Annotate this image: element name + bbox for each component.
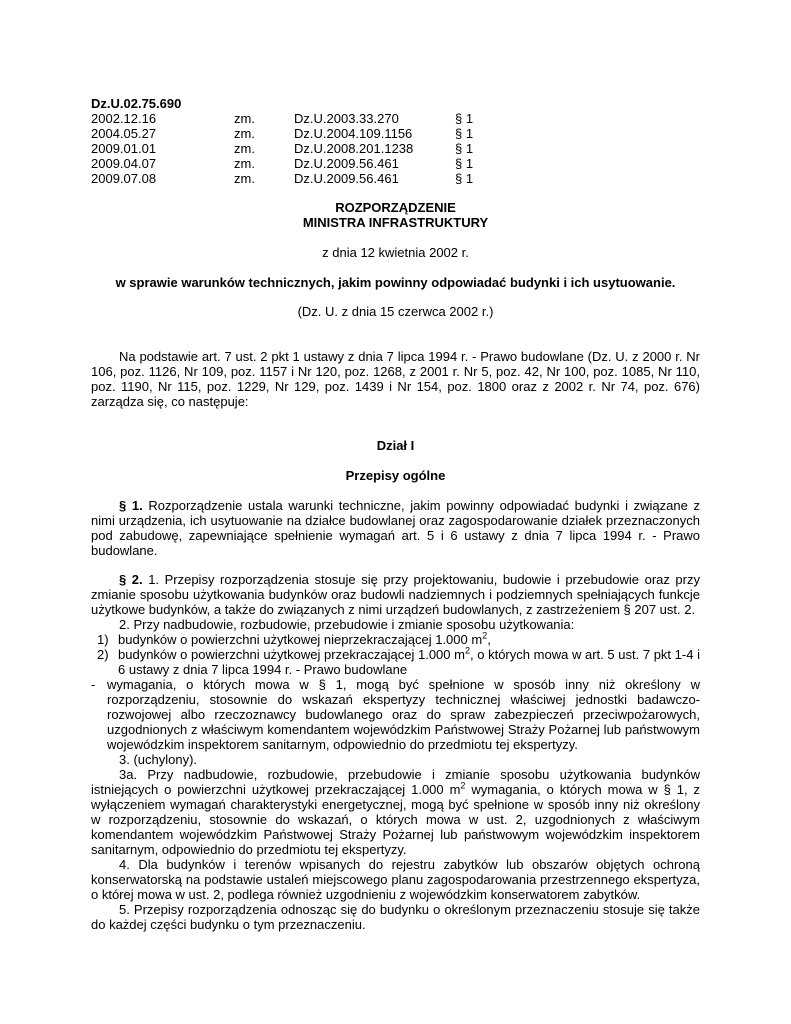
list-item-number: 2) [97,647,109,662]
list-item-text: budynków o powierzchni użytkowej nieprzekraczającej 1.000 m [118,632,483,647]
amendment-date: 2009.04.07 [91,156,157,171]
division-heading: Przepisy ogólne [345,468,446,483]
list-item-end: , [487,632,491,647]
paragraph-2-ust-4: 4. Dla budynków i terenów wpisanych do rejestru zabytków lub obszarów objętych ochroną konserwatorską na podstawie ustaleń miejscowego planu zagospodarowania przestrzennego ekspertyza, o której mowa w ust. 2, podlega również uzgodnieniu z wojewódzkim konserwatorem zabytków. [91,857,700,902]
dash-item [91,677,700,752]
list-item [91,647,700,677]
amendment-type: zm. [234,171,255,186]
paragraph-2-ust-3a [91,767,700,857]
paragraph-2-ust-3: 3. (uchylony). [119,752,198,767]
dash-marker: - [91,677,96,692]
dash-item-text: wymagania, o których mowa w § 1, mogą być spełnione w sposób inny niż określony w rozporządzeniu, stosownie do wskazań ekspertyzy technicznej właściwej jednostki badawczo-rozwojowej albo rzeczoznawcy budowlanego oraz do spraw zabezpieczeń przeciwpożarowych, uzgodnionych z właściwym komendantem wojewódzkim Państwowej Straży Pożarnej lub państwowym wojewódzkim inspektorem sanitarnym, odpowiednio do przedmiotu tej ekspertyzy. [107,677,700,752]
amendment-row [91,171,700,186]
list-item-number: 1) [97,632,109,647]
amendment-ref: Dz.U.2003.33.270 [294,111,399,126]
amendment-type: zm. [234,126,255,141]
paragraph-1 [91,498,700,558]
list-item-text: budynków o powierzchni użytkowej przekraczającej 1.000 m [118,647,465,662]
amendment-type: zm. [234,141,255,156]
paragraph-2-ust-2: 2. Przy nadbudowie, rozbudowie, przebudowie i zmianie sposobu użytkowania: [119,617,575,632]
superscript: 2 [464,645,470,656]
list-item-text-continued: , o których mowa w art. 5 ust. 7 pkt 1-4 i 6 ustawy z dnia 7 lipca 1994 r. - Prawo budowlane [118,647,700,677]
amendment-section: § 1 [455,126,474,141]
ust-3a-text-continued: wymagania, o których mowa w § 1, z wyłączeniem wymagań charakterystyki energetycznej, mogą być spełnione w sposób inny niż określony w rozporządzeniu, stosownie do wskazań, o których mowa w ust. 2, uzgodnionych z właściwym komendantem wojewódzkim Państwowej Straży Pożarnej lub państwowym wojewódzkim inspektorem sanitarnym, odpowiednio do przedmiotu tej ekspertyzy. [91,782,700,857]
paragraph-2-ust-1-text: 1. Przepisy rozporządzenia stosuje się przy projektowaniu, budowie i przebudowie oraz przy zmianie sposobu użytkowania budynków oraz budowli nadziemnych i podziemnych spełniających funkcje użytkowe budynków, a także do związanych z nimi urządzeń budowlanych, z zastrzeżeniem § 207 ust. 2. [91,572,700,617]
publication-info: (Dz. U. z dnia 15 czerwca 2002 r.) [297,304,494,319]
amendment-date: 2009.01.01 [91,141,157,156]
amendment-ref: Dz.U.2004.109.1156 [294,126,413,141]
paragraph-2-ust-1 [91,572,700,617]
amendment-date: 2002.12.16 [91,111,157,126]
title-line-2: MINISTRA INFRASTRUKTURY [302,215,489,230]
amendment-date: 2009.07.08 [91,171,157,186]
amendment-section: § 1 [455,156,474,171]
amendment-ref: Dz.U.2009.56.461 [294,171,399,186]
amendment-ref: Dz.U.2008.201.1238 [294,141,414,156]
superscript: 2 [460,780,466,791]
document-id: Dz.U.02.75.690 [91,96,182,111]
amendment-date: 2004.05.27 [91,126,157,141]
amendment-section: § 1 [455,111,474,126]
ust-3a-text: 3a. Przy nadbudowie, rozbudowie, przebudowie i zmianie sposobu użytkowania budynków istniejących o powierzchni użytkowej przekraczającej 1.000 m [91,767,700,797]
superscript: 2 [482,630,488,641]
amendments-table [91,111,700,186]
list-item [91,632,700,647]
paragraph-2-ust-5: 5. Przepisy rozporządzenia odnosząc się do budynku o określonym przeznaczeniu stosuje się także do każdej części budynku o tym przeznaczeniu. [91,902,700,932]
amendment-type: zm. [234,156,255,171]
amendment-row [91,141,700,156]
amendment-row [91,111,700,126]
division-title: Dział I [376,438,415,453]
paragraph-1-label: § 1. [119,498,143,513]
amendment-section: § 1 [455,141,474,156]
paragraph-2-label: § 2. [119,572,143,587]
title-line-1: ROZPORZĄDZENIE [335,200,456,215]
title-subject: w sprawie warunków technicznych, jakim powinny odpowiadać budynki i ich usytuowanie. [115,275,676,290]
amendment-row [91,156,700,171]
amendment-section: § 1 [455,171,474,186]
paragraph-1-text: Rozporządzenie ustala warunki techniczne, jakim powinny odpowiadać budynki i związane z nimi urządzenia, ich usytuowanie na działce budowlanej oraz zagospodarowanie działek przeznaczonych pod zabudowę, zapewniające spełnienie wymagań art. 5 i 6 ustawy z dnia 7 lipca 1994 r. - Prawo budowlane. [91,498,700,558]
title-date: z dnia 12 kwietnia 2002 r. [322,245,469,260]
amendment-row [91,126,700,141]
amendment-ref: Dz.U.2009.56.461 [294,156,399,171]
document-page [91,96,700,932]
preamble: Na podstawie art. 7 ust. 2 pkt 1 ustawy z dnia 7 lipca 1994 r. - Prawo budowlane (Dz. U. z 2000 r. Nr 106, poz. 1126, Nr 109, poz. 1157 i Nr 120, poz. 1268, z 2001 r. Nr 5, poz. 42, Nr 100, poz. 1085, Nr 110, poz. 1190, Nr 115, poz. 1229, Nr 129, poz. 1439 i Nr 154, poz. 1800 oraz z 2002 r. Nr 74, poz. 676) zarządza się, co następuje: [91,349,700,409]
amendment-type: zm. [234,111,255,126]
